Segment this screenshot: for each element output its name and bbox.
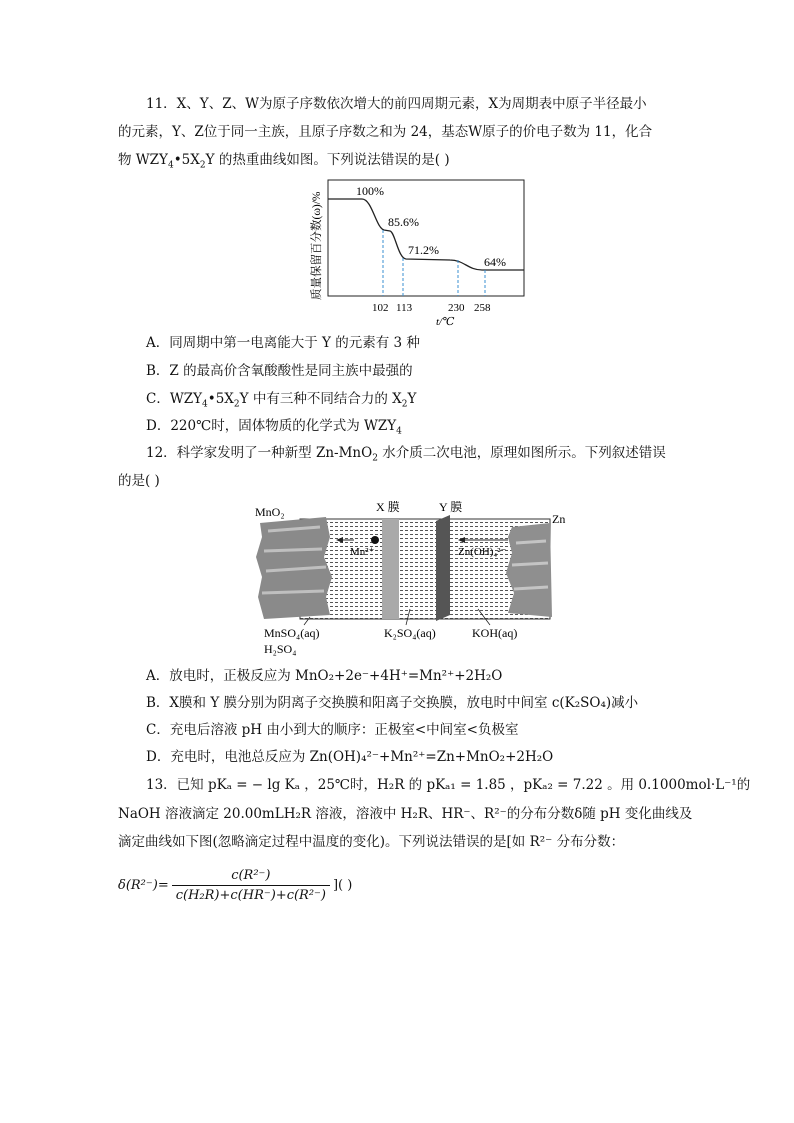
- mno2-label: MnO₂: [255, 505, 285, 519]
- q13-line1: 13．已知 pKₐ = − lg Kₐ ，25℃时，H₂R 的 pKₐ₁ = 1.85 ，pKₐ₂ = 7.22 。用 0.1000mol·L⁻¹的: [146, 777, 751, 793]
- q11-line2: 的元素，Y、Z位于同一主族，且原子序数之和为 24，基态W原子的价电子数为 11，化合: [118, 124, 653, 140]
- q11-option-b: B．Z 的最高价含氧酸酸性是同主族中最强的: [146, 363, 413, 379]
- label-100: 100%: [356, 184, 384, 198]
- y-axis-label: 质量保留百分数(ω)/%: [311, 191, 323, 300]
- tick-113: 113: [396, 302, 413, 314]
- q12-line1: 12．科学家发明了一种新型 Zn-MnO$_2$ 水介质二次电池，原理如图所示。下列叙述错误: [146, 445, 666, 464]
- thermogravimetric-chart: [300, 172, 530, 332]
- formula-numerator: c(R²⁻): [231, 867, 271, 883]
- x-axis-label: t/℃: [436, 316, 455, 328]
- q12-line2: 的是( ): [118, 473, 160, 489]
- label-85-6: 85.6%: [388, 215, 419, 229]
- formula-fraction-bar: [172, 885, 330, 886]
- q11-option-a: A．同周期中第一电离能大于 Y 的元素有 3 种: [146, 335, 420, 351]
- zn-hydroxide-label: Zn(OH)₄²⁻: [458, 546, 507, 558]
- y-membrane-label: Y 膜: [439, 500, 463, 514]
- tick-102: 102: [372, 302, 389, 314]
- formula-denominator: c(H₂R)+c(HR⁻)+c(R²⁻): [175, 887, 326, 903]
- x-membrane-label: X 膜: [376, 500, 400, 514]
- q12-option-a: A．放电时，正极反应为 MnO₂+2e⁻+4H⁺=Mn²⁺+2H₂O: [146, 668, 503, 684]
- middle-solution-label: K₂SO₄(aq): [384, 626, 436, 640]
- label-71-2: 71.2%: [408, 243, 439, 257]
- q13-line2: NaOH 溶液滴定 20.00mLH₂R 溶液，溶液中 H₂R、HR⁻、R²⁻的分布分数δ随 pH 变化曲线及: [118, 806, 693, 822]
- left-acid-label: H₂SO₄: [264, 642, 297, 656]
- q13-line3: 滴定曲线如下图(忽略滴定过程中温度的变化)。下列说法错误的是[如 R²⁻ 分布分数：: [118, 834, 625, 850]
- zn-label: Zn: [552, 512, 566, 526]
- q11-line1: 11．X、Y、Z、W为原子序数依次增大的前四周期元素，X为周期表中原子半径最小: [146, 96, 647, 112]
- q11-line3: 物 $WZY_4•5X_2Y$ 的热重曲线如图。下列说法错误的是( ): [118, 152, 450, 171]
- q11-option-c: C．$WZY_4•5X_2Y$ 中有三种不同结合力的 $X_2Y$: [146, 391, 417, 410]
- tick-230: 230: [448, 302, 465, 314]
- q12-option-b: B．X膜和 Y 膜分别为阴离子交换膜和阳离子交换膜，放电时中间室 c(K₂SO₄)减小: [146, 695, 639, 711]
- mn-ion-label: Mn²⁺: [350, 546, 375, 558]
- distribution-fraction-formula: [118, 860, 352, 910]
- q12-option-c: C．充电后溶液 pH 由小到大的顺序：正极室<中间室<负极室: [146, 722, 519, 738]
- label-64: 64%: [484, 255, 506, 269]
- formula-tail: ]( ): [332, 877, 353, 893]
- q11-option-d: D．220℃时，固体物质的化学式为 $WZY_4$: [146, 418, 402, 437]
- q12-option-d: D．充电时，电池总反应为 Zn(OH)₄²⁻+Mn²⁺=Zn+MnO₂+2H₂O: [146, 749, 554, 765]
- right-solution-label: KOH(aq): [472, 626, 518, 640]
- tick-258: 258: [474, 302, 491, 314]
- formula-fraction: [172, 868, 330, 903]
- formula-lhs: δ(R²⁻)=: [118, 877, 169, 893]
- left-solution-label: MnSO₄(aq): [264, 626, 320, 640]
- battery-diagram: [250, 497, 580, 657]
